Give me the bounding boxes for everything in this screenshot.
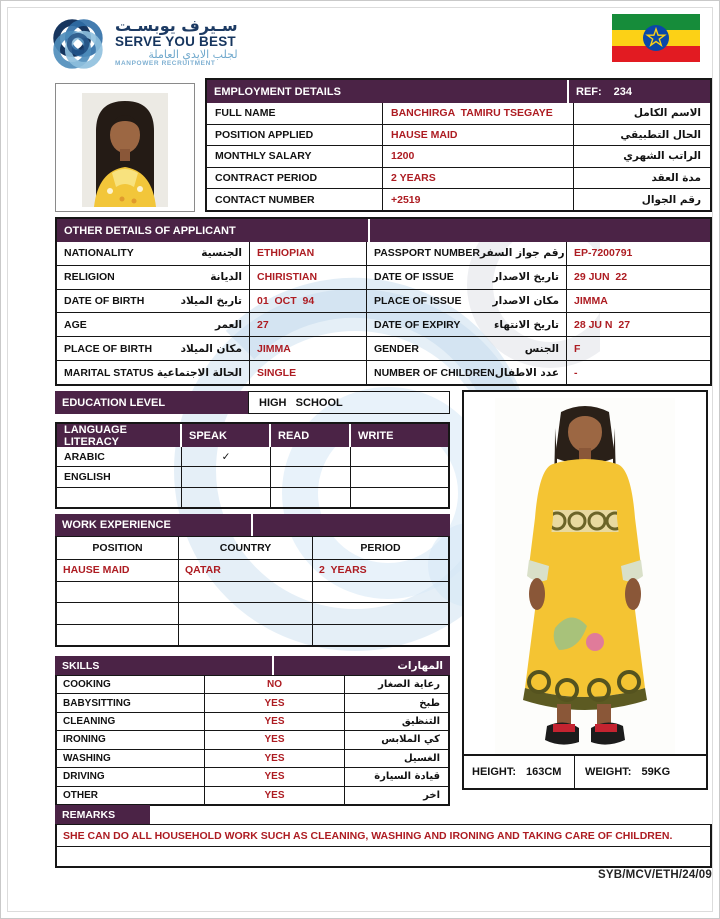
table-row — [57, 337, 710, 361]
weight-label: WEIGHT: — [585, 766, 632, 778]
logo-subtitle: MANPOWER RECRUITMENT — [115, 59, 216, 67]
field-value: HAUSE MAID — [391, 128, 458, 141]
field-label: DATE OF EXPIRY — [374, 318, 461, 331]
table-row — [57, 694, 448, 712]
weight-value: 59KG — [641, 766, 671, 778]
ref-label: REF: — [576, 85, 602, 98]
table-row — [57, 768, 448, 786]
logo-arabic-subtitle: لجلب الايدي العاملة — [148, 48, 238, 62]
applicant-portrait-box — [55, 83, 195, 212]
field-arabic-label: الاسم الكامل — [633, 107, 701, 120]
employment-ref — [569, 80, 710, 103]
field-value: 27 — [257, 318, 269, 331]
remarks-box — [55, 824, 712, 868]
field-value: - — [574, 366, 578, 379]
remarks-section — [55, 805, 712, 868]
field-arabic-label: مكان الاصدار — [492, 295, 559, 308]
column-header: COUNTRY — [219, 542, 272, 554]
field-value: F — [574, 342, 581, 355]
skill-arabic: رعاية الصغار — [378, 679, 440, 691]
work-experience-section — [55, 514, 450, 647]
applicant-portrait-photo — [82, 93, 168, 207]
field-value: +2519 — [391, 193, 421, 206]
work-experience-table — [55, 536, 450, 647]
field-value: JIMMA — [574, 295, 608, 308]
skills-title-arabic: المهارات — [274, 656, 450, 675]
field-arabic-label: تاريخ الاصدار — [492, 271, 559, 284]
field-arabic-label: مكان الميلاد — [180, 342, 242, 355]
skills-header — [55, 656, 450, 675]
field-label: NUMBER OF CHILDREN — [374, 366, 495, 379]
table-row — [207, 189, 710, 210]
table-row — [57, 676, 448, 694]
table-row — [57, 603, 448, 625]
skill-arabic: اخر — [423, 789, 440, 801]
table-row — [207, 168, 710, 190]
skill-value: YES — [264, 771, 285, 783]
skill-arabic: التنظيق — [401, 716, 440, 728]
table-row — [57, 488, 448, 507]
table-row — [57, 582, 448, 604]
other-details-header — [57, 219, 710, 242]
height-weight-row — [464, 754, 706, 788]
table-row — [57, 242, 710, 266]
applicant-fullbody-box — [462, 390, 708, 790]
table-header-row — [57, 537, 448, 560]
employment-details-header — [207, 80, 710, 103]
table-row — [57, 787, 448, 804]
skills-section — [55, 656, 450, 806]
field-arabic-label: رقم جواز السفر — [479, 247, 565, 260]
column-header: LANGUAGE LITERACY — [57, 424, 180, 447]
applicant-fullbody-photo-area — [464, 392, 706, 754]
field-value: CHIRISTIAN — [257, 271, 318, 284]
skill-label: COOKING — [63, 679, 111, 691]
education-level-value: HIGH SCHOOL — [259, 396, 343, 409]
field-label: GENDER — [374, 342, 419, 355]
remarks-title: REMARKS — [55, 805, 150, 824]
applicant-fullbody-photo — [495, 398, 675, 754]
work-experience-title: WORK EXPERIENCE — [55, 514, 251, 536]
skill-arabic: الغسيل — [403, 752, 440, 764]
field-label: PASSPORT NUMBER — [374, 247, 480, 260]
remarks-text-row — [57, 825, 710, 847]
period-cell: 2 YEARS — [319, 564, 367, 577]
table-row — [57, 290, 710, 314]
skill-label: IRONING — [63, 734, 106, 746]
skills-title: SKILLS — [55, 656, 272, 675]
table-row — [57, 266, 710, 290]
skill-value: NO — [267, 679, 282, 691]
document-reference-code: SYB/MCV/ETH/24/09 — [598, 869, 712, 881]
logo-arabic-title: سـيرف يوبسـت — [115, 16, 238, 36]
ethiopia-flag — [612, 14, 700, 62]
table-row — [57, 731, 448, 749]
other-details-header-right — [370, 219, 710, 242]
height-cell — [464, 756, 575, 788]
field-arabic-label: تاريخ الميلاد — [180, 295, 242, 308]
work-experience-header-right — [253, 514, 450, 536]
table-row — [207, 103, 710, 125]
table-row — [57, 750, 448, 768]
remarks-text: SHE CAN DO ALL HOUSEHOLD WORK SUCH AS CLEANING, WASHING AND IRONING AND TAKING CARE OF CHILDREN. — [63, 829, 673, 842]
field-value: SINGLE — [257, 366, 297, 379]
skill-value: YES — [264, 697, 285, 709]
field-arabic-label: الجنس — [524, 342, 559, 355]
employment-details-table — [205, 78, 712, 212]
skill-label: CLEANING — [63, 716, 116, 728]
field-arabic-label: تاريخ الانتهاء — [494, 318, 559, 331]
column-header: READ — [271, 424, 349, 447]
field-label: DATE OF ISSUE — [374, 271, 454, 284]
skill-value: YES — [264, 716, 285, 728]
education-level-row — [55, 391, 450, 414]
column-header: PERIOD — [360, 542, 401, 554]
field-label: AGE — [64, 318, 87, 331]
speak-checkmark: ✓ — [221, 450, 231, 463]
skill-value: YES — [264, 734, 285, 746]
agency-logo — [46, 12, 238, 74]
field-arabic-label: مدة العقد — [651, 172, 701, 185]
field-arabic-label: الجنسية — [201, 247, 242, 260]
skill-arabic: طبخ — [419, 697, 440, 709]
table-row — [57, 361, 710, 384]
column-header: POSITION — [92, 542, 143, 554]
field-label: PLACE OF ISSUE — [374, 295, 462, 308]
skill-label: BABYSITTING — [63, 697, 131, 709]
table-row — [57, 713, 448, 731]
other-details-title: OTHER DETAILS OF APPLICANT — [57, 219, 368, 242]
field-label: CONTACT NUMBER — [215, 193, 315, 206]
field-label: NATIONALITY — [64, 247, 134, 260]
education-level-value-box — [248, 391, 450, 414]
field-label: MARITAL STATUS — [64, 366, 154, 379]
field-value: BANCHIRGA TAMIRU TSEGAYE — [391, 107, 553, 120]
field-value: 2 YEARS — [391, 172, 436, 185]
language-literacy-table — [55, 422, 450, 509]
field-label: CONTRACT PERIOD — [215, 172, 318, 185]
agency-logo-knot-icon — [46, 12, 108, 74]
height-value: 163CM — [526, 766, 562, 778]
employment-details-title: EMPLOYMENT DETAILS — [207, 80, 567, 103]
field-value: 1200 — [391, 150, 415, 163]
table-row — [207, 125, 710, 147]
logo-title: SERVE YOU BEST — [115, 34, 236, 50]
field-arabic-label: عدد الاطفال — [494, 366, 559, 379]
remarks-empty-row — [57, 847, 710, 866]
field-arabic-label: الحالة الاجتماعية — [156, 366, 242, 379]
field-value: JIMMA — [257, 342, 291, 355]
field-label: MONTHLY SALARY — [215, 150, 312, 163]
weight-cell — [575, 756, 706, 788]
table-row — [57, 313, 710, 337]
skills-table — [55, 675, 450, 806]
skill-label: OTHER — [63, 789, 98, 801]
skill-value: YES — [264, 789, 285, 801]
table-row — [57, 447, 448, 467]
field-label: PLACE OF BIRTH — [64, 342, 153, 355]
field-label: DATE OF BIRTH — [64, 295, 145, 308]
skill-label: WASHING — [63, 752, 111, 764]
table-row — [57, 625, 448, 646]
field-label: FULL NAME — [215, 107, 276, 120]
field-arabic-label: العمر — [214, 318, 242, 331]
field-label: POSITION APPLIED — [215, 128, 314, 141]
field-value: ETHIOPIAN — [257, 247, 315, 260]
other-details-table — [55, 217, 712, 386]
work-experience-header — [55, 514, 450, 536]
country-cell: QATAR — [185, 564, 221, 577]
ref-value: 234 — [613, 85, 633, 98]
language-literacy-header — [57, 424, 448, 447]
skill-label: DRIVING — [63, 771, 105, 783]
field-value: 29 JUN 22 — [574, 271, 628, 284]
field-value: EP-7200791 — [574, 247, 633, 260]
education-level-title: EDUCATION LEVEL — [55, 391, 248, 414]
field-arabic-label: رقم الجوال — [641, 193, 701, 206]
field-value: 28 JU N 27 — [574, 318, 631, 331]
skill-arabic: قيادة السيارة — [374, 771, 440, 783]
height-label: HEIGHT: — [472, 766, 516, 778]
language-name: ENGLISH — [64, 470, 111, 483]
language-name: ARABIC — [64, 450, 105, 463]
table-row — [57, 467, 448, 487]
skill-value: YES — [264, 752, 285, 764]
table-row — [207, 146, 710, 168]
field-arabic-label: الراتب الشهري — [623, 150, 701, 163]
position-cell: HAUSE MAID — [63, 564, 130, 577]
column-header: SPEAK — [182, 424, 269, 447]
table-row — [57, 560, 448, 582]
field-arabic-label: الديانة — [210, 271, 242, 284]
field-label: RELIGION — [64, 271, 115, 284]
skill-arabic: كي الملابس — [381, 734, 440, 746]
field-arabic-label: الحال التطبيقي — [620, 128, 701, 141]
column-header: WRITE — [351, 424, 448, 447]
field-value: 01 OCT 94 — [257, 295, 315, 308]
